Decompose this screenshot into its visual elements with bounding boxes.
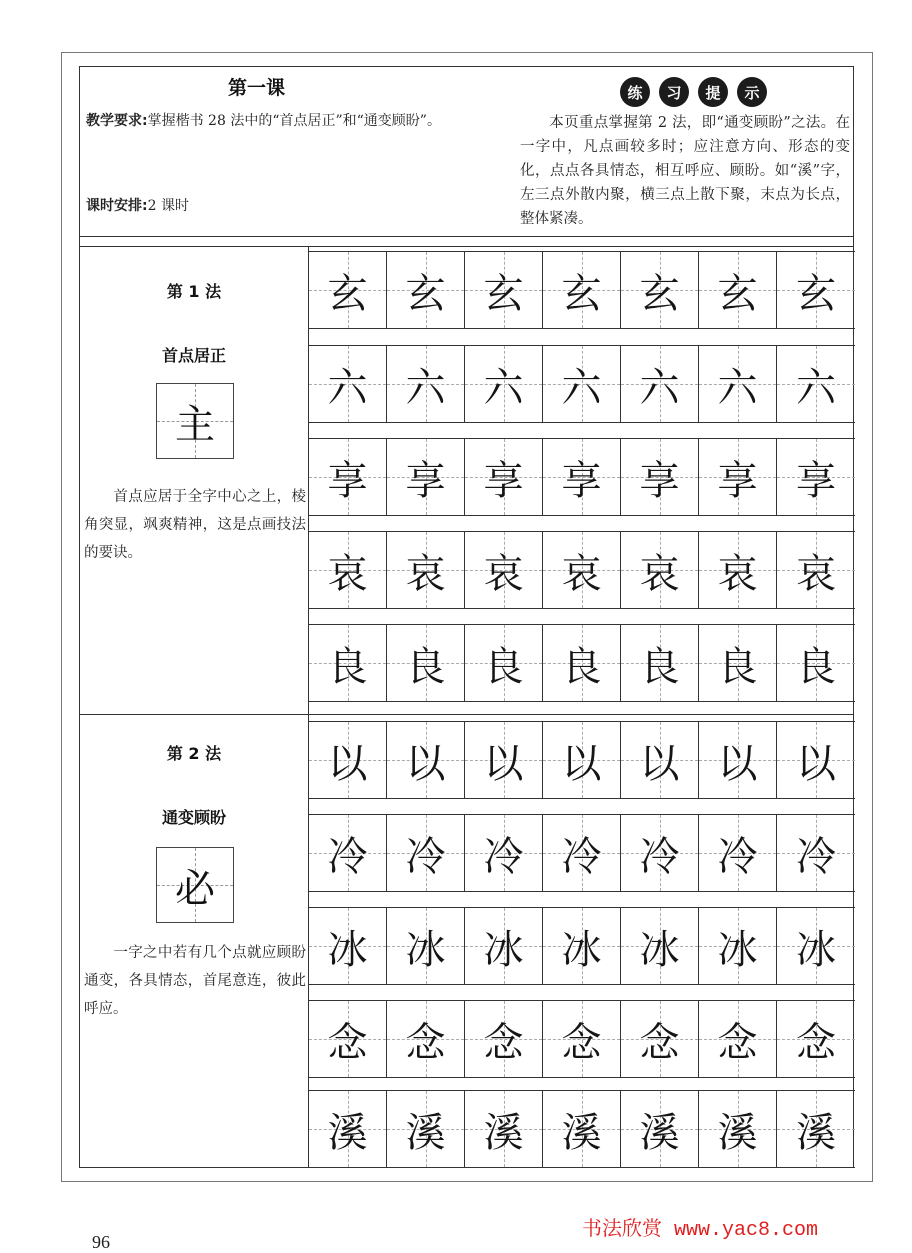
practice-row — [309, 1090, 855, 1168]
practice-row — [309, 721, 855, 799]
tips-text: 本页重点掌握第 2 法，即“通变顾盼”之法。在一字中，凡点画较多时；应注意方向、形态的变化，点点各具情态，相互呼应、顾盼。如“溪”字，左三点外散内聚，横三点上散下聚，末点为长点，整体紧凑。 — [520, 115, 850, 227]
practice-cell: 冷 — [777, 815, 855, 891]
practice-cell: 念 — [387, 1001, 465, 1077]
practice-cell: 冰 — [621, 908, 699, 984]
method-description — [84, 483, 306, 567]
requirement-text: 掌握楷书 28 法中的“首点居正”和“通变顾盼”。 — [147, 113, 441, 129]
method-number: 第 2 法 — [166, 744, 222, 763]
tip-badge: 习 — [659, 77, 689, 107]
practice-row — [309, 251, 855, 329]
practice-cell: 溪 — [777, 1091, 855, 1167]
method-info — [80, 715, 309, 1167]
schedule-label: 课时安排: — [86, 198, 148, 214]
practice-cell: 良 — [621, 625, 699, 701]
practice-cell: 以 — [777, 722, 855, 798]
practice-cell: 以 — [543, 722, 621, 798]
practice-cell: 享 — [543, 439, 621, 515]
lesson-title: 第一课 — [228, 77, 286, 99]
practice-cell: 冷 — [543, 815, 621, 891]
practice-cell: 享 — [309, 439, 387, 515]
method-name: 通变顾盼 — [161, 808, 226, 827]
teaching-requirement — [86, 107, 486, 135]
method-description — [84, 939, 306, 1023]
practice-cell: 哀 — [465, 532, 543, 608]
header-divider — [80, 237, 853, 247]
practice-cell: 六 — [309, 346, 387, 422]
practice-row — [309, 814, 855, 892]
practice-cell: 念 — [777, 1001, 855, 1077]
practice-cell: 以 — [387, 722, 465, 798]
practice-row — [309, 907, 855, 985]
schedule — [86, 195, 189, 215]
practice-cell: 冷 — [309, 815, 387, 891]
tip-badge: 示 — [737, 77, 767, 107]
tip-badge: 提 — [698, 77, 728, 107]
practice-cell: 哀 — [387, 532, 465, 608]
description-text: 一字之中若有几个点就应顾盼通变，各具情态，首尾意连，彼此呼应。 — [84, 945, 306, 1017]
practice-cell: 享 — [387, 439, 465, 515]
method-section-1 — [80, 247, 853, 715]
practice-cell: 冰 — [309, 908, 387, 984]
practice-cell: 念 — [543, 1001, 621, 1077]
practice-cell: 玄 — [621, 252, 699, 328]
method-name: 首点居正 — [161, 346, 226, 365]
page-number: 96 — [92, 1232, 110, 1252]
practice-cell: 以 — [699, 722, 777, 798]
practice-row — [309, 345, 855, 423]
practice-cell: 哀 — [699, 532, 777, 608]
practice-cell: 六 — [621, 346, 699, 422]
practice-cell: 六 — [465, 346, 543, 422]
practice-cell: 冷 — [621, 815, 699, 891]
watermark: 书法欣赏 www.yac8.com — [582, 1219, 819, 1242]
practice-cell: 念 — [465, 1001, 543, 1077]
practice-cell: 六 — [777, 346, 855, 422]
practice-cell: 冰 — [543, 908, 621, 984]
practice-cell: 享 — [777, 439, 855, 515]
practice-cell: 哀 — [621, 532, 699, 608]
practice-cell: 良 — [309, 625, 387, 701]
practice-cell: 良 — [465, 625, 543, 701]
example-character: 必 — [175, 865, 215, 912]
practice-cell: 溪 — [699, 1091, 777, 1167]
description-text: 首点应居于全字中心之上，棱角突显，飒爽精神，这是点画技法的要诀。 — [84, 489, 306, 561]
practice-cell: 冰 — [699, 908, 777, 984]
practice-cell: 良 — [777, 625, 855, 701]
practice-cell: 六 — [699, 346, 777, 422]
tip-badge: 练 — [620, 77, 650, 107]
practice-cell: 玄 — [699, 252, 777, 328]
practice-cell: 享 — [621, 439, 699, 515]
practice-cell: 冷 — [699, 815, 777, 891]
practice-tips-heading — [620, 77, 767, 107]
practice-row — [309, 438, 855, 516]
practice-cell: 玄 — [465, 252, 543, 328]
practice-cell: 以 — [621, 722, 699, 798]
lesson-header — [80, 67, 853, 237]
practice-cell: 玄 — [543, 252, 621, 328]
practice-row — [309, 531, 855, 609]
practice-cell: 冷 — [465, 815, 543, 891]
practice-cell: 良 — [387, 625, 465, 701]
method-number: 第 1 法 — [166, 282, 222, 301]
practice-cell: 哀 — [543, 532, 621, 608]
practice-cell: 念 — [621, 1001, 699, 1077]
practice-cell: 溪 — [465, 1091, 543, 1167]
practice-cell: 念 — [309, 1001, 387, 1077]
practice-cell: 以 — [465, 722, 543, 798]
practice-row — [309, 624, 855, 702]
lesson-frame — [79, 66, 854, 1168]
example-character-box — [156, 383, 234, 459]
practice-cell: 冷 — [387, 815, 465, 891]
requirement-label: 教学要求: — [86, 113, 148, 129]
method-section-2 — [80, 715, 853, 1167]
method-info — [80, 247, 309, 714]
practice-cell: 享 — [465, 439, 543, 515]
practice-cell: 哀 — [309, 532, 387, 608]
practice-cell: 溪 — [387, 1091, 465, 1167]
practice-cell: 念 — [699, 1001, 777, 1077]
practice-cell: 玄 — [777, 252, 855, 328]
practice-cell: 冰 — [387, 908, 465, 984]
practice-cell: 溪 — [309, 1091, 387, 1167]
practice-cell: 溪 — [543, 1091, 621, 1167]
practice-cell: 以 — [309, 722, 387, 798]
practice-cell: 冰 — [777, 908, 855, 984]
practice-cell: 良 — [543, 625, 621, 701]
practice-cell: 六 — [543, 346, 621, 422]
schedule-text: 2 课时 — [147, 198, 189, 214]
practice-cell: 溪 — [621, 1091, 699, 1167]
practice-cell: 玄 — [387, 252, 465, 328]
practice-cell: 良 — [699, 625, 777, 701]
example-character-box — [156, 847, 234, 923]
practice-cell: 玄 — [309, 252, 387, 328]
practice-cell: 享 — [699, 439, 777, 515]
practice-cell: 哀 — [777, 532, 855, 608]
practice-tips-text — [520, 111, 850, 231]
practice-row — [309, 1000, 855, 1078]
practice-cell: 冰 — [465, 908, 543, 984]
practice-cell: 六 — [387, 346, 465, 422]
example-character: 主 — [175, 401, 215, 448]
